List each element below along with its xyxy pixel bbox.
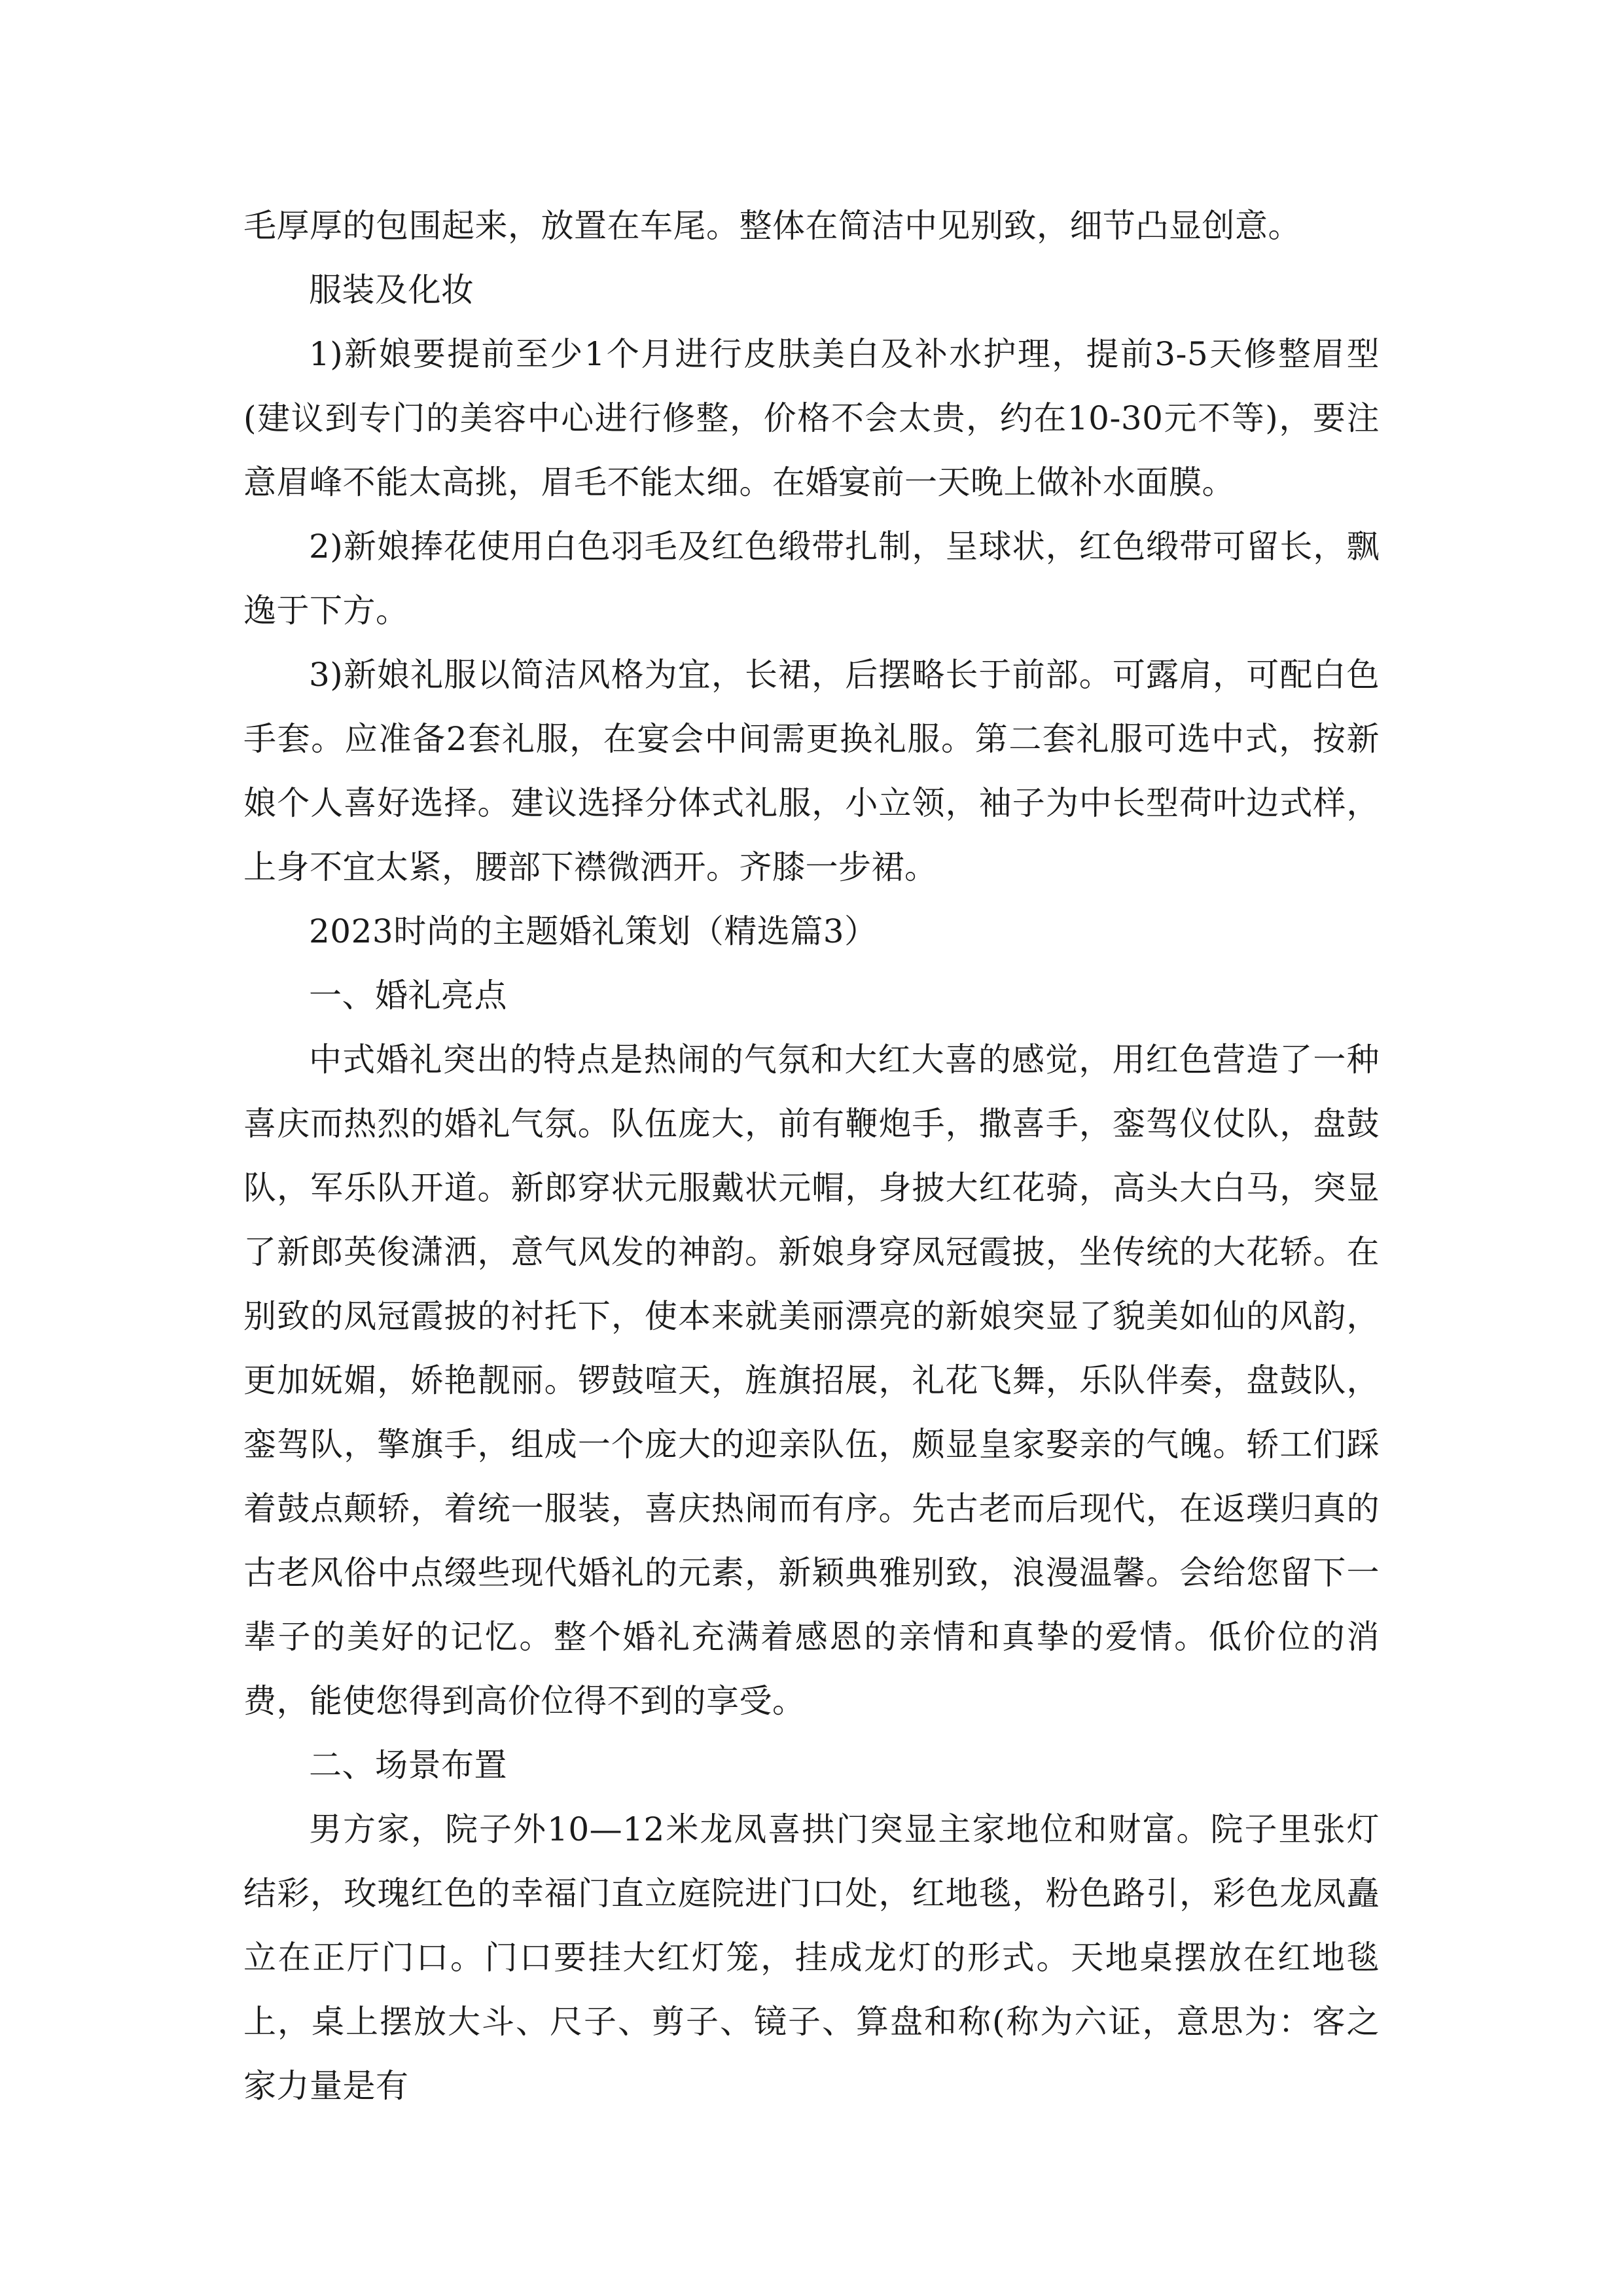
- paragraph-groom-home: 男方家，院子外10—12米龙凤喜拱门突显主家地位和财富。院子里张灯结彩，玫瑰红色的幸福门直立庭院进门口处，红地毯，粉色路引，彩色龙凤矗立在正厅门口。门口要挂大红灯笼，挂成龙灯的形式。天地桌摆放在红地毯上，桌上摆放大斗、尺子、剪子、镜子、算盘和称(称为六证，意思为：客之家力量是有: [243, 1810, 1380, 2105]
- paragraph-skin-care: 1)新娘要提前至少1个月进行皮肤美白及补水护理，提前3-5天修整眉型(建议到专门的美容中心进行修整，价格不会太贵，约在10-30元不等)，要注意眉峰不能太高挑，眉毛不能太细。在婚宴前一天晚上做补水面膜。: [243, 335, 1380, 501]
- paragraph-bouquet: 2)新娘捧花使用白色羽毛及红色缎带扎制，呈球状，红色缎带可留长，飘逸于下方。: [243, 528, 1380, 630]
- heading-clothing-makeup: 服装及化妆: [309, 271, 474, 309]
- paragraph-car-decoration-end: 毛厚厚的包围起来，放置在车尾。整体在简洁中见别致，细节凸显创意。: [243, 207, 1301, 245]
- paragraph-chinese-wedding: 中式婚礼突出的特点是热闹的气氛和大红大喜的感觉，用红色营造了一种喜庆而热烈的婚礼气氛。队伍庞大，前有鞭炮手，撒喜手，銮驾仪仗队，盘鼓队，军乐队开道。新郎穿状元服戴状元帽，身披大红花骑，高头大白马，突显了新郎英俊潇洒，意气风发的神韵。新娘身穿凤冠霞披，坐传统的大花轿。在别致的凤冠霞披的衬托下，使本来就美丽漂亮的新娘突显了貌美如仙的风韵，更加妩媚，娇艳靓丽。锣鼓喧天，旌旗招展，礼花飞舞，乐队伴奏，盘鼓队，銮驾队，擎旗手，组成一个庞大的迎亲队伍，颇显皇家娶亲的气魄。轿工们踩着鼓点颠轿，着统一服装，喜庆热闹而有序。先古老而后现代，在返璞归真的古老风俗中点缀些现代婚礼的元素，新颖典雅别致，浪漫温馨。会给您留下一辈子的美好的记忆。整个婚礼充满着感恩的亲情和真挚的爱情。低价位的消费，能使您得到高价位得不到的享受。: [243, 1041, 1380, 1720]
- paragraph-wedding-dress: 3)新娘礼服以简洁风格为宜，长裙，后摆略长于前部。可露肩，可配白色手套。应准备2套礼服，在宴会中间需更换礼服。第二套礼服可选中式，按新娘个人喜好选择。建议选择分体式礼服，小立领，袖子为中长型荷叶边式样，上身不宜太紧，腰部下襟微洒开。齐膝一步裙。: [243, 656, 1380, 886]
- section-title-part3: 2023时尚的主题婚礼策划（精选篇3）: [309, 912, 878, 950]
- document-body: [243, 194, 1380, 2118]
- heading-scene-layout: 二、场景布置: [309, 1746, 507, 1784]
- heading-wedding-highlights: 一、婚礼亮点: [309, 977, 507, 1014]
